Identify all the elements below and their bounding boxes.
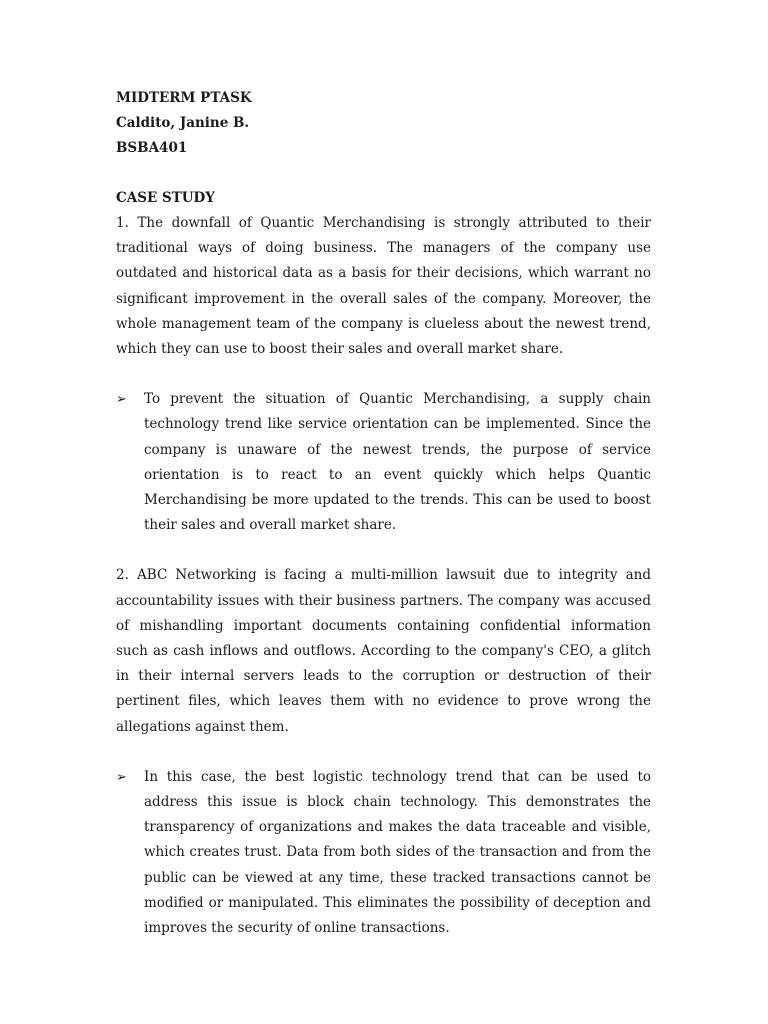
answer-2-text: In this case, the best logistic technology trend that can be used to address this issue is block chain technology. This demonstrates the transparency of organizations and makes the data traceable and visible, which creates trust. Data from both sides of the transaction and from the public can be viewed at any time, these tracked transactions cannot be modified or manipulated. This eliminates the possibility of deception and improves the security of online transactions. (144, 768, 651, 937)
case-study-heading: CASE STUDY (116, 190, 215, 206)
question-1-paragraph: 1. The downfall of Quantic Merchandising is strongly attributed to their traditional ways of doing business. The managers of the company use outdated and historical data as a basis for their decisions, which warrant no significant improvement in the overall sales of the company. Moreover, the whole management team of the company is clueless about the newest trend, which they can use to boost their sales and overall market share. (116, 215, 651, 358)
spacer (116, 538, 651, 563)
question-2-paragraph: 2. ABC Networking is facing a multi-million lawsuit due to integrity and accountability issues with their business partners. The company was accused of mishandling important documents containing confidential information such as cash inflows and outflows. According to the company's CEO, a glitch in their internal servers leads to the corruption or destruction of their pertinent files, which leaves them with no evidence to prove wrong the allegations against them. (116, 567, 651, 735)
spacer (116, 740, 651, 765)
arrow-bullet-icon: ➢ (116, 392, 127, 408)
answer-1-bullet (116, 387, 651, 538)
spacer (116, 161, 651, 186)
answer-1-text: To prevent the situation of Quantic Merchandising, a supply chain technology trend like service orientation can be implemented. Since the company is unaware of the newest trends, the purpose of service orientation is to react to an event quickly which helps Quantic Merchandising be more updated to the trends. This can be used to boost their sales and overall market share. (144, 391, 651, 534)
student-section: BSBA401 (116, 140, 188, 156)
spacer (116, 362, 651, 387)
document-title: MIDTERM PTASK (116, 90, 252, 106)
answer-2-bullet (116, 765, 651, 941)
arrow-bullet-icon: ➢ (116, 769, 127, 785)
student-name: Caldito, Janine B. (116, 115, 250, 131)
document-body (116, 86, 651, 941)
